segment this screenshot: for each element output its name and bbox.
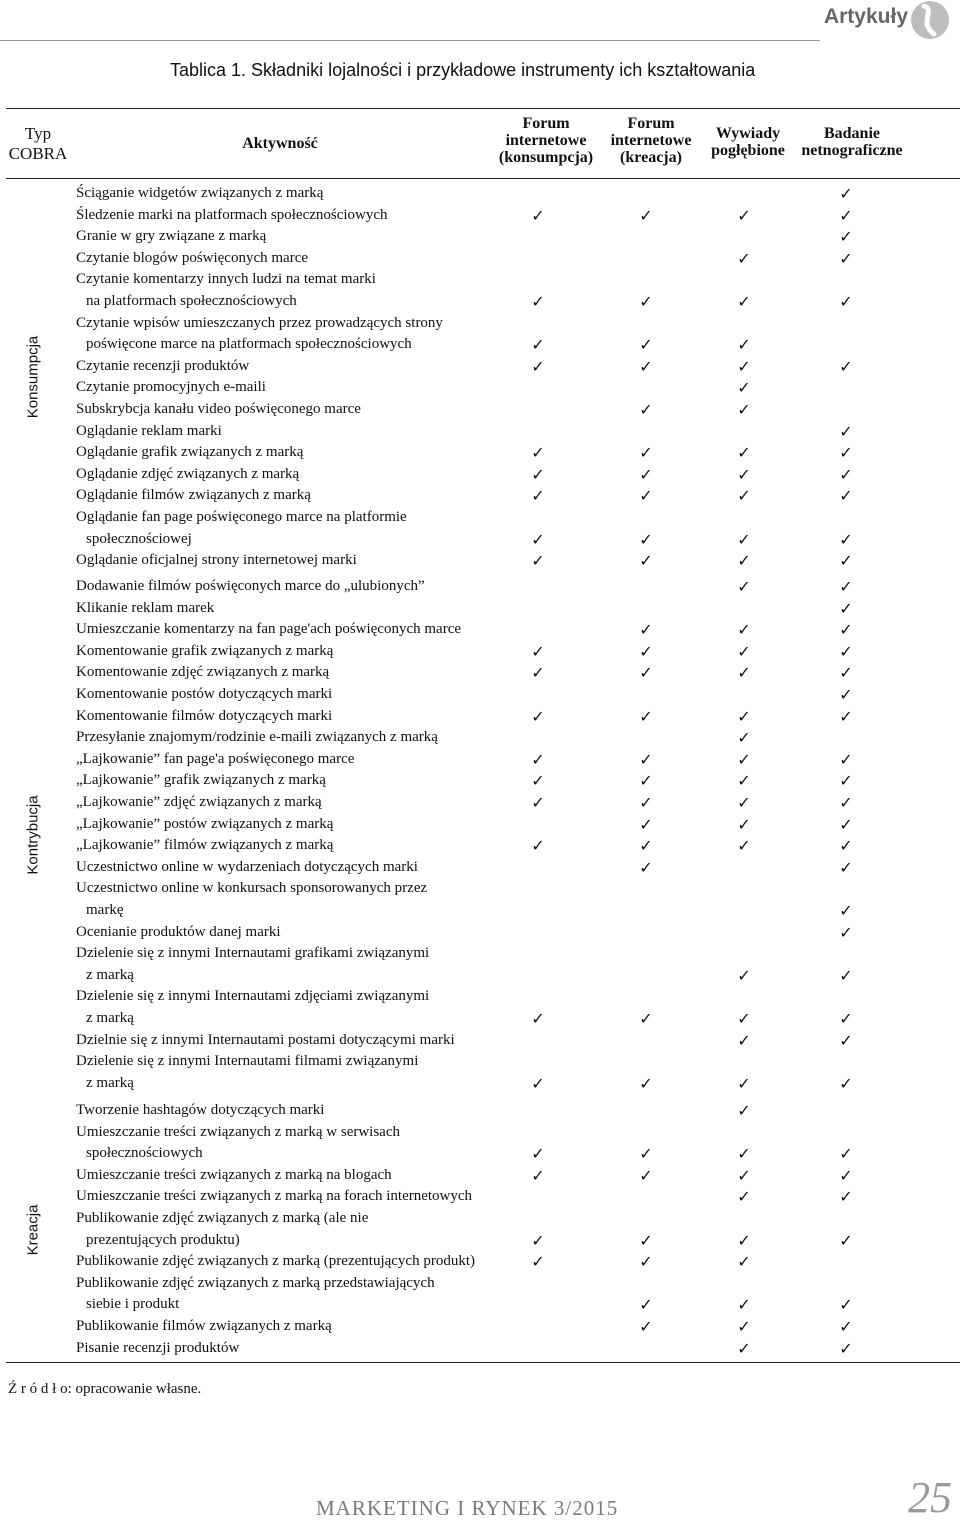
col-header-forum-konsumpcja: Forum internetowe (konsumpcja) xyxy=(498,115,594,166)
activity-text: społecznościowych xyxy=(86,1145,203,1162)
check-icon: ✓ xyxy=(737,749,751,769)
check-icon: ✓ xyxy=(531,663,545,683)
check-icon: ✓ xyxy=(737,620,751,640)
table-row xyxy=(0,356,960,378)
page-header xyxy=(0,0,960,60)
check-icon: ✓ xyxy=(839,771,853,791)
check-icon: ✓ xyxy=(839,551,853,571)
table-row xyxy=(0,684,960,706)
activity-text: Uczestnictwo online w wydarzeniach dotyczących marki xyxy=(76,858,418,875)
check-icon: ✓ xyxy=(639,1165,653,1185)
table-row xyxy=(0,706,960,728)
activity-text: Uczestnictwo online w konkursach sponsorowanych przez xyxy=(76,880,428,897)
check-icon: ✓ xyxy=(839,577,853,596)
header-bottom-rule xyxy=(6,178,960,179)
check-icon: ✓ xyxy=(839,1295,853,1315)
check-icon: ✓ xyxy=(531,1008,545,1028)
table-row xyxy=(0,269,960,312)
table-row xyxy=(0,598,960,620)
check-icon: ✓ xyxy=(839,836,853,856)
check-icon: ✓ xyxy=(839,248,853,268)
activity-text: Oglądanie fan page poświęconego marce na platformie xyxy=(76,509,407,525)
check-icon: ✓ xyxy=(737,205,751,225)
check-icon: ✓ xyxy=(839,529,853,549)
col-header-wywiady: Wywiady pogłębione xyxy=(711,125,785,159)
check-icon: ✓ xyxy=(839,706,853,726)
activity-text: Dzielenie się z innymi Internautami zdjęciami związanymi xyxy=(76,988,430,1005)
activity-text: „Lajkowanie” fan page'a poświęconego marce xyxy=(76,750,355,767)
activity-text: Oglądanie zdjęć związanych z marką xyxy=(76,465,300,482)
header-rule xyxy=(0,40,820,41)
table-row xyxy=(0,1186,960,1208)
check-icon: ✓ xyxy=(531,793,545,812)
check-icon: ✓ xyxy=(737,356,751,376)
check-icon: ✓ xyxy=(639,836,653,856)
activity-text: „Lajkowanie” filmów związanych z marką xyxy=(76,837,334,854)
activity-text: Komentowanie postów dotyczących marki xyxy=(76,686,333,702)
check-icon: ✓ xyxy=(639,857,653,877)
check-icon: ✓ xyxy=(639,1295,653,1315)
activity-text: z marką xyxy=(86,966,134,983)
table-row xyxy=(0,399,960,421)
activity-text: Dzielnie się z innymi Internautami postami dotyczącymi marki xyxy=(76,1031,455,1048)
check-icon: ✓ xyxy=(839,1008,853,1028)
check-icon: ✓ xyxy=(737,1338,751,1358)
activity-text: Dodawanie filmów poświęconych marce do „ulubionych” xyxy=(76,578,425,594)
table-row xyxy=(0,464,960,486)
check-icon: ✓ xyxy=(737,248,751,268)
table-title: Tablica 1. Składniki lojalności i przykładowe instrumenty ich kształtowania xyxy=(170,60,756,80)
check-icon: ✓ xyxy=(531,641,545,661)
table-row xyxy=(0,835,960,857)
check-icon: ✓ xyxy=(839,184,853,203)
activity-text: Publikowanie zdjęć związanych z marką (prezentujących produkt) xyxy=(76,1253,475,1270)
check-icon: ✓ xyxy=(839,227,853,247)
check-icon: ✓ xyxy=(639,1008,653,1028)
table-row xyxy=(0,792,960,814)
check-icon: ✓ xyxy=(639,620,653,640)
table-row xyxy=(0,248,960,270)
check-icon: ✓ xyxy=(737,1252,751,1272)
table-row xyxy=(0,507,960,550)
group-label-kontrybucja: Kontrybucja xyxy=(24,795,42,875)
check-icon: ✓ xyxy=(737,814,751,834)
activity-text: Oglądanie filmów związanych z marką xyxy=(76,487,311,504)
table-bottom-rule xyxy=(6,1362,960,1363)
check-icon: ✓ xyxy=(639,814,653,834)
check-icon: ✓ xyxy=(839,1317,853,1336)
check-icon: ✓ xyxy=(639,443,653,463)
check-icon: ✓ xyxy=(737,706,751,726)
activity-text: markę xyxy=(86,901,124,918)
activity-text: Komentowanie grafik związanych z marką xyxy=(76,642,334,659)
check-icon: ✓ xyxy=(639,706,653,726)
table-row xyxy=(0,1251,960,1273)
check-icon: ✓ xyxy=(639,335,653,355)
table-row xyxy=(0,1030,960,1052)
check-icon: ✓ xyxy=(839,205,853,225)
table-row xyxy=(0,313,960,356)
check-icon: ✓ xyxy=(839,900,853,920)
table-row xyxy=(0,749,960,771)
check-icon: ✓ xyxy=(839,1165,853,1185)
table-row xyxy=(0,662,960,684)
check-icon: ✓ xyxy=(737,1030,751,1050)
check-icon: ✓ xyxy=(737,1144,751,1164)
check-icon: ✓ xyxy=(839,291,853,311)
check-icon: ✓ xyxy=(839,922,853,942)
check-icon: ✓ xyxy=(531,1144,545,1164)
activity-text: Przesyłanie znajomym/rodzinie e-maili związanych z marką xyxy=(76,729,438,746)
check-icon: ✓ xyxy=(639,291,653,311)
activity-text: Czytanie blogów poświęconych marce xyxy=(76,249,309,266)
check-icon: ✓ xyxy=(839,685,853,704)
check-icon: ✓ xyxy=(839,663,853,683)
section-label: Artykuły xyxy=(823,5,908,28)
check-icon: ✓ xyxy=(531,551,545,571)
check-icon: ✓ xyxy=(531,356,545,376)
table-row xyxy=(0,943,960,986)
check-icon: ✓ xyxy=(531,443,545,463)
activity-text: Czytanie promocyjnych e-maili xyxy=(76,379,266,396)
check-icon: ✓ xyxy=(839,1144,853,1164)
activity-text: „Lajkowanie” postów związanych z marką xyxy=(76,815,334,832)
activity-text: Oglądanie oficjalnej strony internetowej marki xyxy=(76,552,357,569)
check-icon: ✓ xyxy=(531,291,545,311)
activity-text: Dzielenie się z innymi Internautami grafikami związanymi xyxy=(76,945,430,962)
check-icon: ✓ xyxy=(839,486,853,506)
check-icon: ✓ xyxy=(737,771,751,791)
check-icon: ✓ xyxy=(839,793,853,812)
check-icon: ✓ xyxy=(639,1144,653,1164)
check-icon: ✓ xyxy=(839,620,853,640)
table-row xyxy=(0,1316,960,1338)
activity-text: Komentowanie filmów dotyczących marki xyxy=(76,707,333,724)
check-icon: ✓ xyxy=(839,598,853,618)
check-icon: ✓ xyxy=(531,1230,545,1250)
activity-text: Oglądanie grafik związanych z marką xyxy=(76,444,304,461)
check-icon: ✓ xyxy=(737,836,751,856)
activity-text: z marką xyxy=(86,1009,134,1026)
check-icon: ✓ xyxy=(531,529,545,549)
check-icon: ✓ xyxy=(639,1230,653,1250)
check-icon: ✓ xyxy=(737,1230,751,1250)
table-row xyxy=(0,1273,960,1316)
activity-text: społecznościowej xyxy=(86,530,192,547)
check-icon: ✓ xyxy=(639,529,653,549)
activity-text: Subskrybcja kanału video poświęconego marce xyxy=(76,401,361,417)
table-row xyxy=(0,727,960,749)
check-icon: ✓ xyxy=(639,1317,653,1336)
activity-text: na platformach społecznościowych xyxy=(86,292,297,309)
activity-text: Umieszczanie komentarzy na fan page'ach poświęconych marce xyxy=(76,621,462,638)
activity-text: siebie i produkt xyxy=(86,1296,180,1313)
check-icon: ✓ xyxy=(531,706,545,726)
check-icon: ✓ xyxy=(639,486,653,506)
check-icon: ✓ xyxy=(839,464,853,484)
group-label-kreacja: Kreacja xyxy=(24,1204,42,1256)
page-number: 25 xyxy=(908,1473,952,1522)
table-row xyxy=(0,442,960,464)
activity-text: Umieszczanie treści związanych z marką na forach internetowych xyxy=(76,1188,473,1205)
check-icon: ✓ xyxy=(531,771,545,791)
check-icon: ✓ xyxy=(839,421,853,441)
check-icon: ✓ xyxy=(639,400,653,419)
table-row xyxy=(0,1100,960,1122)
check-icon: ✓ xyxy=(839,814,853,834)
check-icon: ✓ xyxy=(531,486,545,506)
activity-text: Umieszczanie treści związanych z marką w serwisach xyxy=(76,1123,401,1140)
journal-footer: MARKETING I RYNEK 3/2015 xyxy=(316,1496,619,1520)
activity-text: Dzielenie się z innymi Internautami filmami związanymi xyxy=(76,1053,419,1070)
check-icon: ✓ xyxy=(639,749,653,769)
table-row xyxy=(0,576,960,598)
table-row xyxy=(0,1208,960,1251)
activity-text: Oglądanie reklam marki xyxy=(76,422,222,439)
col-header-forum-kreacja: Forum internetowe (kreacja) xyxy=(610,115,692,166)
check-icon: ✓ xyxy=(639,356,653,376)
check-icon: ✓ xyxy=(639,1252,653,1272)
activity-text: prezentujących produktu) xyxy=(86,1231,240,1248)
check-icon: ✓ xyxy=(737,641,751,661)
check-icon: ✓ xyxy=(737,400,751,419)
table-row xyxy=(0,205,960,227)
check-icon: ✓ xyxy=(639,771,653,791)
table-row xyxy=(0,770,960,792)
table-row xyxy=(0,377,960,399)
check-icon: ✓ xyxy=(839,1187,853,1207)
check-icon: ✓ xyxy=(839,443,853,463)
activity-text: z marką xyxy=(86,1074,134,1091)
group-label-konsumpcja: Konsumpcja xyxy=(24,335,42,418)
check-icon: ✓ xyxy=(737,551,751,571)
check-icon: ✓ xyxy=(737,529,751,549)
check-icon: ✓ xyxy=(737,663,751,683)
check-icon: ✓ xyxy=(737,1295,751,1315)
table-row xyxy=(0,619,960,641)
check-icon: ✓ xyxy=(839,1073,853,1093)
check-icon: ✓ xyxy=(839,1338,853,1358)
source-note: Ź r ó d ł o: opracowanie własne. xyxy=(8,1381,202,1397)
check-icon: ✓ xyxy=(839,356,853,376)
activity-text: Umieszczanie treści związanych z marką na blogach xyxy=(76,1166,392,1183)
check-icon: ✓ xyxy=(839,749,853,769)
check-icon: ✓ xyxy=(737,728,751,748)
check-icon: ✓ xyxy=(531,1165,545,1185)
activity-text: Klikanie reklam marek xyxy=(76,599,215,616)
activity-text: Publikowanie zdjęć związanych z marką przedstawiających xyxy=(76,1274,435,1291)
check-icon: ✓ xyxy=(737,464,751,484)
check-icon: ✓ xyxy=(737,793,751,812)
activity-text: „Lajkowanie” grafik związanych z marką xyxy=(76,772,326,789)
activity-text: Czytanie komentarzy innych ludzi na temat marki xyxy=(76,271,376,288)
check-icon: ✓ xyxy=(737,1187,751,1207)
check-icon: ✓ xyxy=(531,836,545,856)
check-icon: ✓ xyxy=(639,464,653,484)
check-icon: ✓ xyxy=(531,205,545,225)
check-icon: ✓ xyxy=(737,1165,751,1185)
check-icon: ✓ xyxy=(531,464,545,484)
activity-text: „Lajkowanie” zdjęć związanych z marką xyxy=(76,794,322,810)
col-header-badanie: Badanie netnograficzne xyxy=(801,125,903,159)
table-row xyxy=(0,986,960,1029)
activity-header: Aktywność xyxy=(242,135,318,152)
check-icon: ✓ xyxy=(737,965,751,985)
check-icon: ✓ xyxy=(639,205,653,225)
table-row xyxy=(0,421,960,443)
check-icon: ✓ xyxy=(737,1008,751,1028)
activity-text: poświęcone marce na platformach społecznościowych xyxy=(86,336,412,353)
check-icon: ✓ xyxy=(639,793,653,812)
table-row xyxy=(0,878,960,921)
table-row xyxy=(0,183,960,205)
activity-text: Publikowanie zdjęć związanych z marką (ale nie xyxy=(76,1210,369,1226)
table-row xyxy=(0,485,960,507)
table-row xyxy=(0,1338,960,1360)
check-icon: ✓ xyxy=(737,335,751,355)
check-icon: ✓ xyxy=(531,335,545,355)
activity-text: Czytanie recenzji produktów xyxy=(76,357,250,374)
check-icon: ✓ xyxy=(737,443,751,463)
activity-text: Śledzenie marki na platformach społecznościowych xyxy=(76,206,388,223)
check-icon: ✓ xyxy=(531,1073,545,1093)
activity-text: Publikowanie filmów związanych z marką xyxy=(76,1318,332,1334)
activity-text: Pisanie recenzji produktów xyxy=(76,1339,240,1356)
check-icon: ✓ xyxy=(639,1073,653,1093)
table-row xyxy=(0,641,960,663)
table-row xyxy=(0,1051,960,1094)
typ-cobra-header: Typ COBRA xyxy=(8,124,68,163)
check-icon: ✓ xyxy=(839,965,853,985)
check-icon: ✓ xyxy=(639,551,653,571)
check-icon: ✓ xyxy=(737,486,751,506)
check-icon: ✓ xyxy=(737,1317,751,1336)
check-icon: ✓ xyxy=(737,577,751,596)
section-logo-icon xyxy=(910,0,950,40)
activity-text: Komentowanie zdjęć związanych z marką xyxy=(76,664,330,681)
activity-text: Czytanie wpisów umieszczanych przez prowadzących strony xyxy=(76,314,443,331)
check-icon: ✓ xyxy=(737,378,751,398)
table-row xyxy=(0,857,960,879)
check-icon: ✓ xyxy=(839,857,853,877)
check-icon: ✓ xyxy=(531,749,545,769)
table-row xyxy=(0,814,960,836)
check-icon: ✓ xyxy=(737,291,751,311)
check-icon: ✓ xyxy=(737,1101,751,1120)
check-icon: ✓ xyxy=(639,663,653,683)
table-top-rule xyxy=(6,108,960,109)
activity-text: Tworzenie hashtagów dotyczących marki xyxy=(76,1102,325,1118)
check-icon: ✓ xyxy=(639,641,653,661)
table-row xyxy=(0,1122,960,1165)
table-row xyxy=(0,922,960,944)
table-row xyxy=(0,1165,960,1187)
activity-text: Ocenianie produktów danej marki xyxy=(76,923,281,940)
table-row xyxy=(0,550,960,572)
check-icon: ✓ xyxy=(737,1073,751,1093)
check-icon: ✓ xyxy=(531,1252,545,1272)
check-icon: ✓ xyxy=(839,1230,853,1250)
activity-text: Ściąganie widgetów związanych z marką xyxy=(76,185,324,201)
table-row xyxy=(0,226,960,248)
check-icon: ✓ xyxy=(839,641,853,661)
check-icon: ✓ xyxy=(839,1030,853,1050)
activity-text: Granie w gry związane z marką xyxy=(76,228,267,245)
